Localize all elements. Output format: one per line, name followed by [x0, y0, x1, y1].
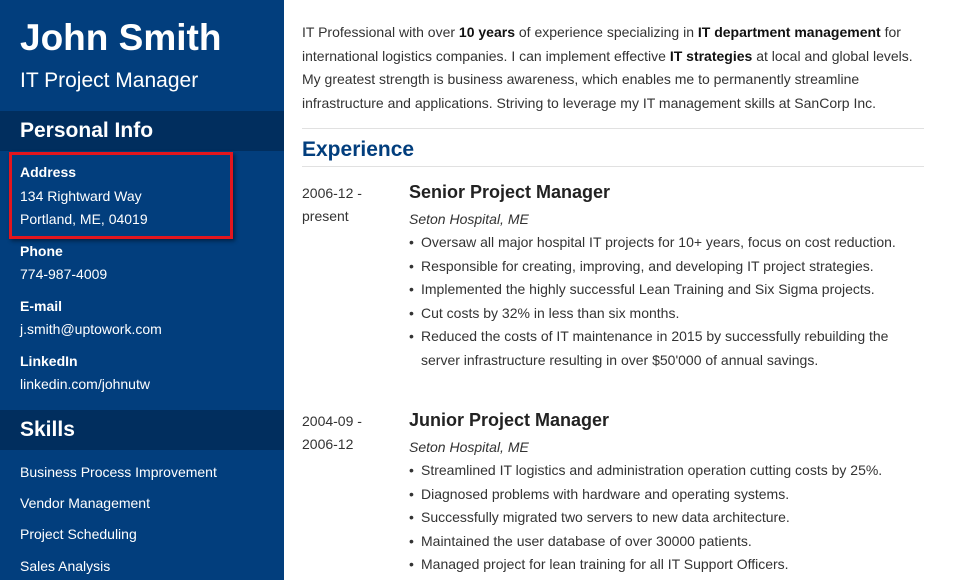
summary-text: for international logistics companies. I can implement effective	[302, 24, 901, 64]
summary-text: at local and global levels. My greatest strength is business awareness, which enables me to permanently streamline infrastructure and applications. Striving to leverage my IT management skills at SanCorp Inc.	[302, 47, 913, 111]
job-bullet: • Cut costs by 32% in less than six months.	[409, 302, 929, 326]
job-date-end: 2006-12	[302, 436, 354, 452]
phone-value: 774-987-4009	[20, 266, 108, 282]
job-bullet: • Implemented the highly successful Lean Training and Six Sigma projects.	[409, 278, 929, 302]
linkedin-label: LinkedIn	[20, 353, 78, 369]
address-highlight-box	[9, 152, 233, 239]
job-title: Junior Project Manager	[409, 410, 610, 430]
resume-sidebar	[0, 0, 284, 580]
summary-bold: 10 years	[458, 24, 515, 40]
skills-heading: Skills	[0, 410, 284, 450]
address-line-1: 134 Rightward Way	[20, 188, 142, 204]
address-line-2: Portland, ME, 04019	[20, 211, 148, 227]
job-organization: Seton Hospital, ME	[409, 439, 529, 455]
job-bullet-list	[409, 459, 929, 577]
job-bullet: • Streamlined IT logistics and administration operation cutting costs by 25%.	[409, 459, 929, 483]
job-title: Senior Project Manager	[409, 182, 611, 202]
address-label: Address	[20, 164, 77, 180]
section-divider	[302, 128, 924, 129]
job-bullet: • Diagnosed problems with hardware and operating systems.	[409, 483, 929, 507]
job-bullet: • Maintained the user database of over 30000 patients.	[409, 530, 929, 554]
job-bullet: • Responsible for creating, improving, and developing IT project strategies.	[409, 255, 929, 279]
job-organization: Seton Hospital, ME	[409, 211, 529, 227]
linkedin-link[interactable]: linkedin.com/johnutw	[20, 376, 150, 392]
candidate-role: IT Project Manager	[20, 69, 199, 92]
job-bullet: • Oversaw all major hospital IT projects for 10+ years, focus on cost reduction.	[409, 231, 929, 255]
skill-item: Business Process Improvement	[20, 464, 217, 480]
summary-text: of experience specializing in	[514, 24, 698, 40]
job-bullet-list	[409, 231, 929, 372]
job-bullet: • Reduced the costs of IT maintenance in 2015 by successfully rebuilding the server infrastructure resulting in over $50'000 of annual savings.	[409, 325, 909, 372]
summary-bold: IT strategies	[669, 47, 753, 64]
job-date-end: present	[302, 208, 349, 224]
job-bullet: • Managed project for lean training for all IT Support Officers.	[409, 553, 929, 577]
candidate-name: John Smith	[20, 17, 222, 58]
phone-label: Phone	[20, 243, 63, 259]
email-link[interactable]: j.smith@uptowork.com	[20, 321, 162, 337]
job-date-start: 2006-12 -	[302, 185, 362, 201]
job-bullet: • Successfully migrated two servers to new data architecture.	[409, 506, 929, 530]
skill-item: Project Scheduling	[20, 526, 137, 542]
summary-bold: IT department management	[697, 24, 881, 40]
section-divider	[302, 166, 924, 167]
experience-heading: Experience	[302, 138, 415, 161]
job-date-start: 2004-09 -	[302, 413, 362, 429]
skill-item: Sales Analysis	[20, 558, 111, 574]
email-label: E-mail	[20, 298, 63, 314]
personal-info-heading: Personal Info	[0, 111, 284, 151]
skill-item: Vendor Management	[20, 495, 150, 511]
profile-summary	[302, 21, 930, 115]
summary-text: IT Professional with over	[302, 24, 459, 40]
